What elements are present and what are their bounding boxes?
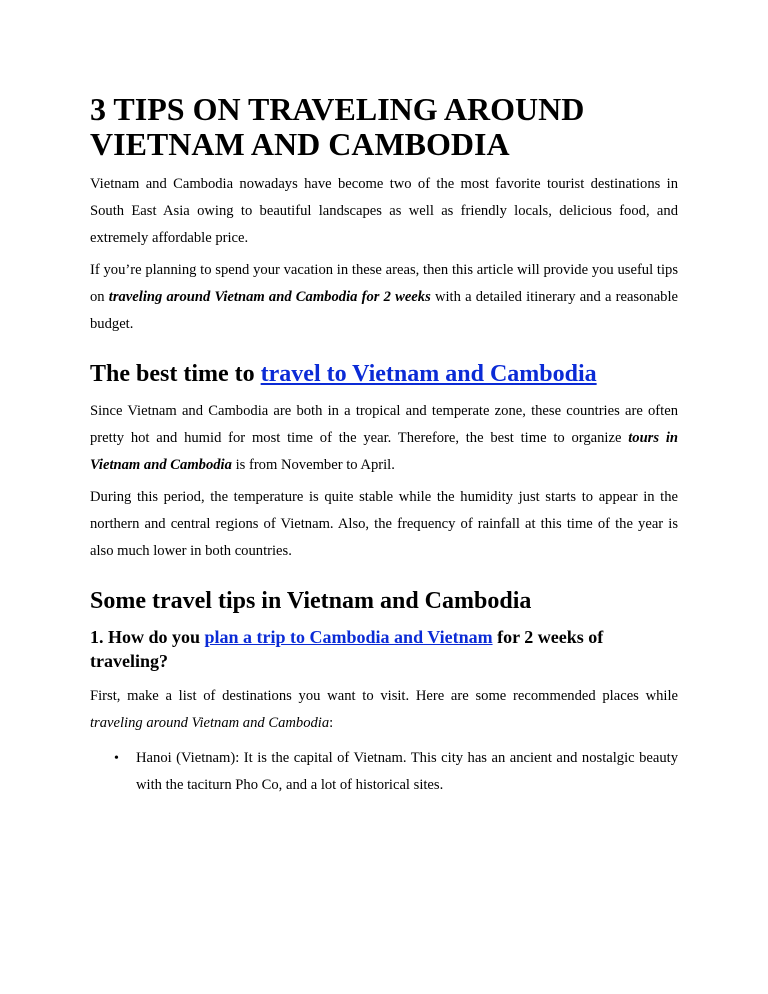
intro-p2-text-start: If you’re planning to spend your vacation in these areas, then this article will provide you useful tips on bbox=[90, 262, 678, 305]
intro-p2-emphasis: traveling around Vietnam and Cambodia for 2 weeks bbox=[108, 289, 431, 305]
intro-paragraph-1: Vietnam and Cambodia nowadays have become two of the most favorite tourist destinations in South East Asia owing to beautiful landscapes as well as friendly locals, delicious food, and extremely affordable price. bbox=[90, 176, 678, 246]
tips-p1-text-start: First, make a list of destinations you want to visit. Here are some recommended places while bbox=[90, 688, 678, 704]
section-heading-best-time-text: The best time to bbox=[90, 361, 261, 387]
section-heading-travel-tips: Some travel tips in Vietnam and Cambodia bbox=[90, 588, 532, 614]
intro-paragraph-2 bbox=[90, 257, 678, 338]
best-time-p1-emphasis: tours in Vietnam and Cambodia bbox=[90, 430, 678, 473]
plan-trip-link[interactable]: plan a trip to Cambodia and Vietnam bbox=[204, 627, 493, 647]
destination-list bbox=[90, 745, 678, 799]
subheading-plan-trip-end: for 2 weeks of traveling? bbox=[90, 627, 604, 671]
tips-p1-text-end: : bbox=[329, 715, 334, 731]
tips-paragraph-1 bbox=[90, 683, 678, 737]
document-page bbox=[90, 92, 678, 799]
subheading-plan-trip-start: 1. How do you bbox=[90, 627, 205, 647]
best-time-p1-text-start: Since Vietnam and Cambodia are both in a tropical and temperate zone, these countries are often pretty hot and humid for most time of the year. Therefore, the best time to organize bbox=[90, 403, 678, 446]
best-time-p1-text-end: is from November to April. bbox=[231, 457, 395, 473]
intro-p2-text-end: with a detailed itinerary and a reasonable budget. bbox=[90, 289, 679, 332]
page-title: 3 TIPS ON TRAVELING AROUND VIETNAM AND CAMBODIA bbox=[90, 91, 585, 162]
tips-p1-italic: traveling around Vietnam and Cambodia bbox=[90, 715, 330, 731]
list-item bbox=[90, 745, 678, 799]
best-time-paragraph-2: During this period, the temperature is quite stable while the humidity just starts to appear in the northern and central regions of Vietnam. Also, the frequency of rainfall at this time of the year is also much lower in both countries. bbox=[90, 489, 678, 559]
list-item-text: Hanoi (Vietnam): It is the capital of Vietnam. This city has an ancient and nostalgic beauty with the taciturn Pho Co, and a lot of historical sites. bbox=[136, 750, 678, 793]
travel-link[interactable]: travel to Vietnam and Cambodia bbox=[260, 361, 597, 387]
section-heading-best-time bbox=[90, 360, 678, 388]
bullet-icon: • bbox=[114, 751, 119, 766]
best-time-paragraph-1 bbox=[90, 398, 678, 479]
subheading-plan-trip bbox=[90, 625, 678, 673]
